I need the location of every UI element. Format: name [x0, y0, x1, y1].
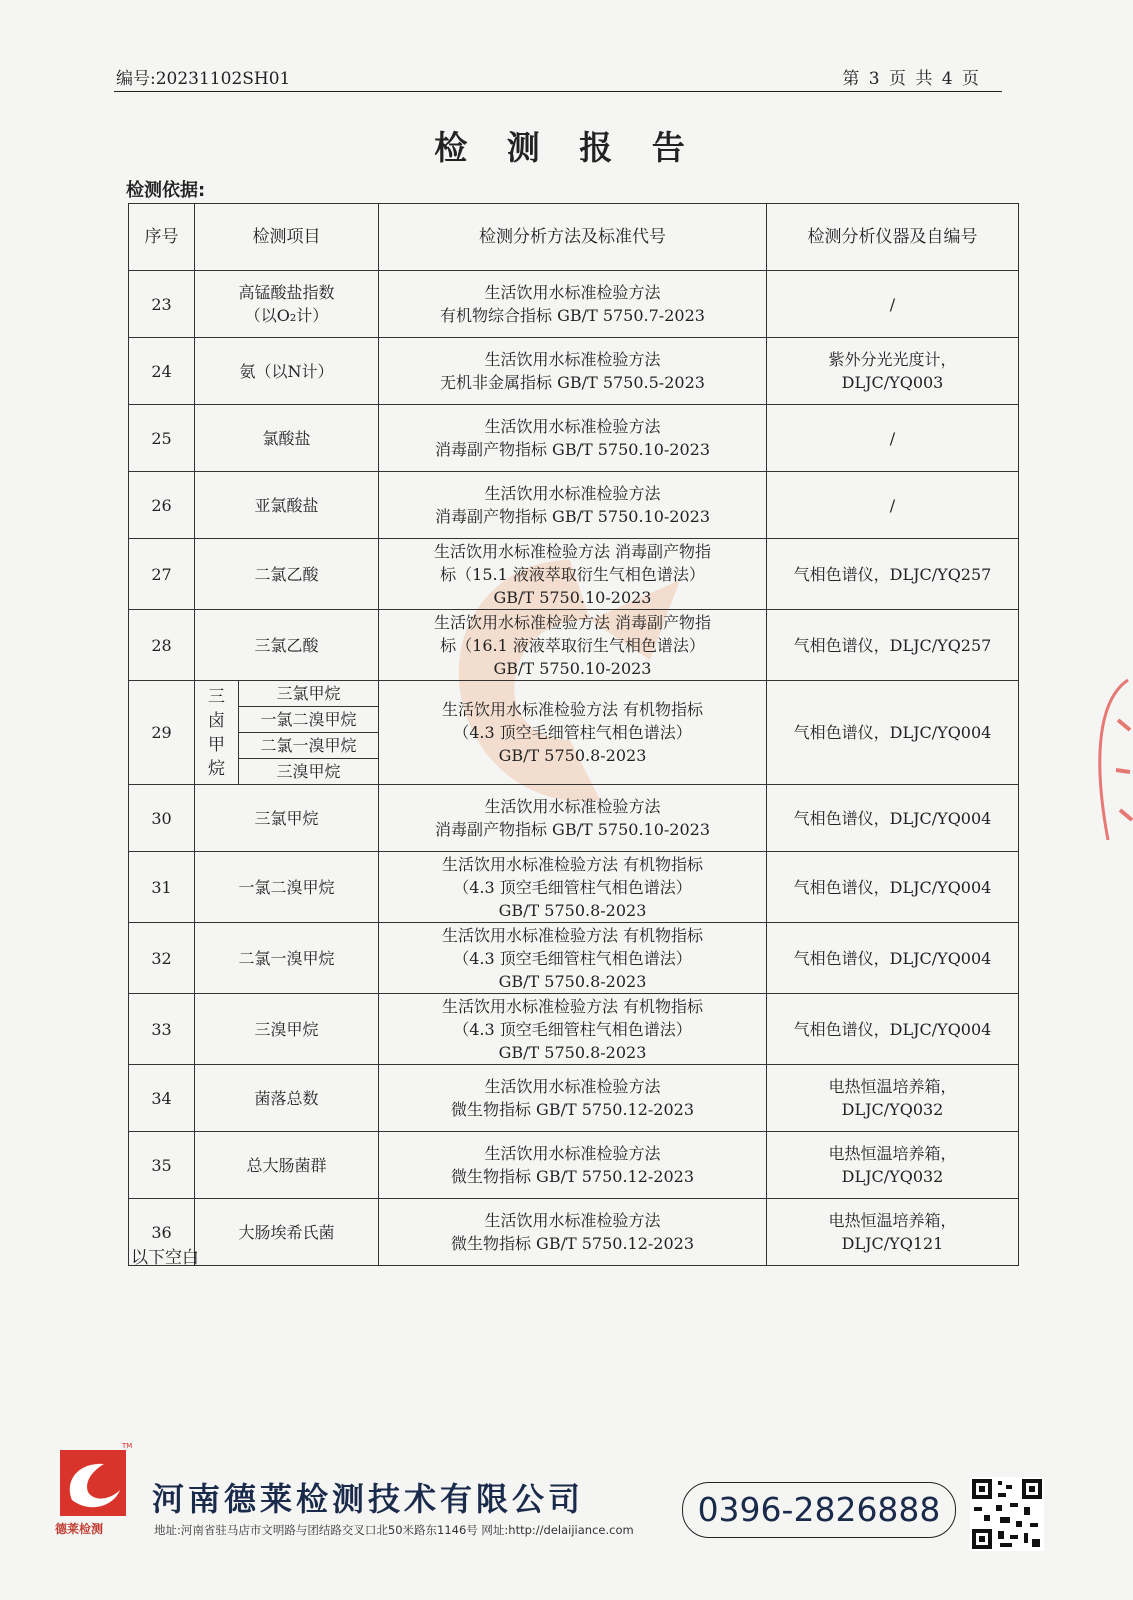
row-item: 三溴甲烷 — [195, 994, 379, 1065]
basis-label: 检测依据: — [126, 180, 206, 201]
row-item: 三氯乙酸 — [195, 610, 379, 681]
row-item: 氨（以N计） — [195, 338, 379, 405]
row-method: 生活饮用水标准检验方法 有机物指标 （4.3 顶空毛细管柱气相色谱法） GB/T 5750.8-2023 — [379, 994, 767, 1065]
row-instrument: / — [767, 472, 1019, 539]
row-instrument: 紫外分光光度计， DLJC/YQ003 — [767, 338, 1019, 405]
table-row — [129, 1065, 1019, 1132]
svg-text:TM: TM — [122, 1442, 132, 1450]
sub-item: 三氯甲烷 — [239, 681, 379, 707]
company-phone: 0396-2826888 — [682, 1482, 956, 1538]
row-no: 27 — [129, 539, 195, 610]
page-indicator: 第 3 页 共 4 页 — [842, 69, 981, 89]
row-instrument: 气相色谱仪，DLJC/YQ257 — [767, 539, 1019, 610]
row-no: 35 — [129, 1132, 195, 1199]
company-name: 河南德莱检测技术有限公司 — [152, 1480, 585, 1518]
row-method: 生活饮用水标准检验方法 有机物指标 （4.3 顶空毛细管柱气相色谱法） GB/T 5750.8-2023 — [379, 923, 767, 994]
row-no: 29 — [129, 681, 195, 785]
row-instrument: 电热恒温培养箱， DLJC/YQ121 — [767, 1199, 1019, 1266]
table-row — [129, 1132, 1019, 1199]
row-instrument: 电热恒温培养箱， DLJC/YQ032 — [767, 1065, 1019, 1132]
qr-code-icon — [970, 1477, 1044, 1551]
table-row — [129, 681, 1019, 707]
row-no: 23 — [129, 271, 195, 338]
blank-note: 以下空白 — [131, 1248, 199, 1268]
row-no: 33 — [129, 994, 195, 1065]
table-row — [129, 1199, 1019, 1266]
row-method: 生活饮用水标准检验方法 消毒副产物指标 GB/T 5750.10-2023 — [379, 405, 767, 472]
group-label: 三 卤 甲 烷 — [195, 681, 239, 785]
row-instrument: 电热恒温培养箱， DLJC/YQ032 — [767, 1132, 1019, 1199]
row-instrument: 气相色谱仪，DLJC/YQ004 — [767, 681, 1019, 785]
company-logo-icon — [54, 1440, 132, 1528]
row-instrument: / — [767, 271, 1019, 338]
row-no: 34 — [129, 1065, 195, 1132]
row-item: 三氯甲烷 — [195, 785, 379, 852]
row-item: 总大肠菌群 — [195, 1132, 379, 1199]
table-row — [129, 472, 1019, 539]
document-number: 编号:20231102SH01 — [116, 69, 291, 89]
row-item: 亚氯酸盐 — [195, 472, 379, 539]
row-method: 生活饮用水标准检验方法 有机物指标 （4.3 顶空毛细管柱气相色谱法） GB/T 5750.8-2023 — [379, 852, 767, 923]
basis-table — [128, 203, 1019, 1266]
row-instrument: 气相色谱仪，DLJC/YQ004 — [767, 785, 1019, 852]
row-item: 大肠埃希氏菌 — [195, 1199, 379, 1266]
row-method: 生活饮用水标准检验方法 有机物指标 （4.3 顶空毛细管柱气相色谱法） GB/T 5750.8-2023 — [379, 681, 767, 785]
row-item: 氯酸盐 — [195, 405, 379, 472]
header-method: 检测分析方法及标准代号 — [379, 204, 767, 271]
row-no: 31 — [129, 852, 195, 923]
sub-item: 一氯二溴甲烷 — [239, 707, 379, 733]
row-no: 28 — [129, 610, 195, 681]
row-no: 25 — [129, 405, 195, 472]
row-method: 生活饮用水标准检验方法 微生物指标 GB/T 5750.12-2023 — [379, 1132, 767, 1199]
stamp-fragment — [1088, 660, 1133, 860]
logo-caption: 德莱检测 — [55, 1522, 104, 1536]
table-row — [129, 338, 1019, 405]
row-item: 一氯二溴甲烷 — [195, 852, 379, 923]
company-address: 地址:河南省驻马店市文明路与团结路交叉口北50米路东1146号 网址:http://delaijiance.com — [154, 1523, 634, 1537]
table-header-row — [129, 204, 1019, 271]
row-no: 36 — [129, 1199, 195, 1266]
row-instrument: 气相色谱仪，DLJC/YQ004 — [767, 994, 1019, 1065]
row-item: 菌落总数 — [195, 1065, 379, 1132]
row-method: 生活饮用水标准检验方法 无机非金属指标 GB/T 5750.5-2023 — [379, 338, 767, 405]
row-no: 26 — [129, 472, 195, 539]
row-instrument: 气相色谱仪，DLJC/YQ257 — [767, 610, 1019, 681]
header-no: 序号 — [129, 204, 195, 271]
table-row — [129, 405, 1019, 472]
table-row — [129, 852, 1019, 923]
table-row — [129, 994, 1019, 1065]
header-item: 检测项目 — [195, 204, 379, 271]
row-no: 32 — [129, 923, 195, 994]
header-rule — [114, 91, 1002, 92]
row-method: 生活饮用水标准检验方法 有机物综合指标 GB/T 5750.7-2023 — [379, 271, 767, 338]
header-instrument: 检测分析仪器及自编号 — [767, 204, 1019, 271]
row-item: 二氯一溴甲烷 — [195, 923, 379, 994]
row-item: 二氯乙酸 — [195, 539, 379, 610]
row-method: 生活饮用水标准检验方法 消毒副产物指 标（16.1 液液萃取衍生气相色谱法） GB/T 5750.10-2023 — [379, 610, 767, 681]
row-method: 生活饮用水标准检验方法 消毒副产物指 标（15.1 液液萃取衍生气相色谱法） GB/T 5750.10-2023 — [379, 539, 767, 610]
row-no: 30 — [129, 785, 195, 852]
row-instrument: 气相色谱仪，DLJC/YQ004 — [767, 923, 1019, 994]
sub-item: 二氯一溴甲烷 — [239, 733, 379, 759]
table-row — [129, 785, 1019, 852]
row-instrument: 气相色谱仪，DLJC/YQ004 — [767, 852, 1019, 923]
row-method: 生活饮用水标准检验方法 消毒副产物指标 GB/T 5750.10-2023 — [379, 785, 767, 852]
row-no: 24 — [129, 338, 195, 405]
table-row — [129, 610, 1019, 681]
row-item: 高锰酸盐指数 （以O₂计） — [195, 271, 379, 338]
table-row — [129, 271, 1019, 338]
row-method: 生活饮用水标准检验方法 微生物指标 GB/T 5750.12-2023 — [379, 1199, 767, 1266]
row-method: 生活饮用水标准检验方法 微生物指标 GB/T 5750.12-2023 — [379, 1065, 767, 1132]
report-title: 检 测 报 告 — [434, 128, 699, 167]
table-row — [129, 923, 1019, 994]
table-row — [129, 539, 1019, 610]
row-method: 生活饮用水标准检验方法 消毒副产物指标 GB/T 5750.10-2023 — [379, 472, 767, 539]
row-instrument: / — [767, 405, 1019, 472]
sub-item: 三溴甲烷 — [239, 759, 379, 785]
